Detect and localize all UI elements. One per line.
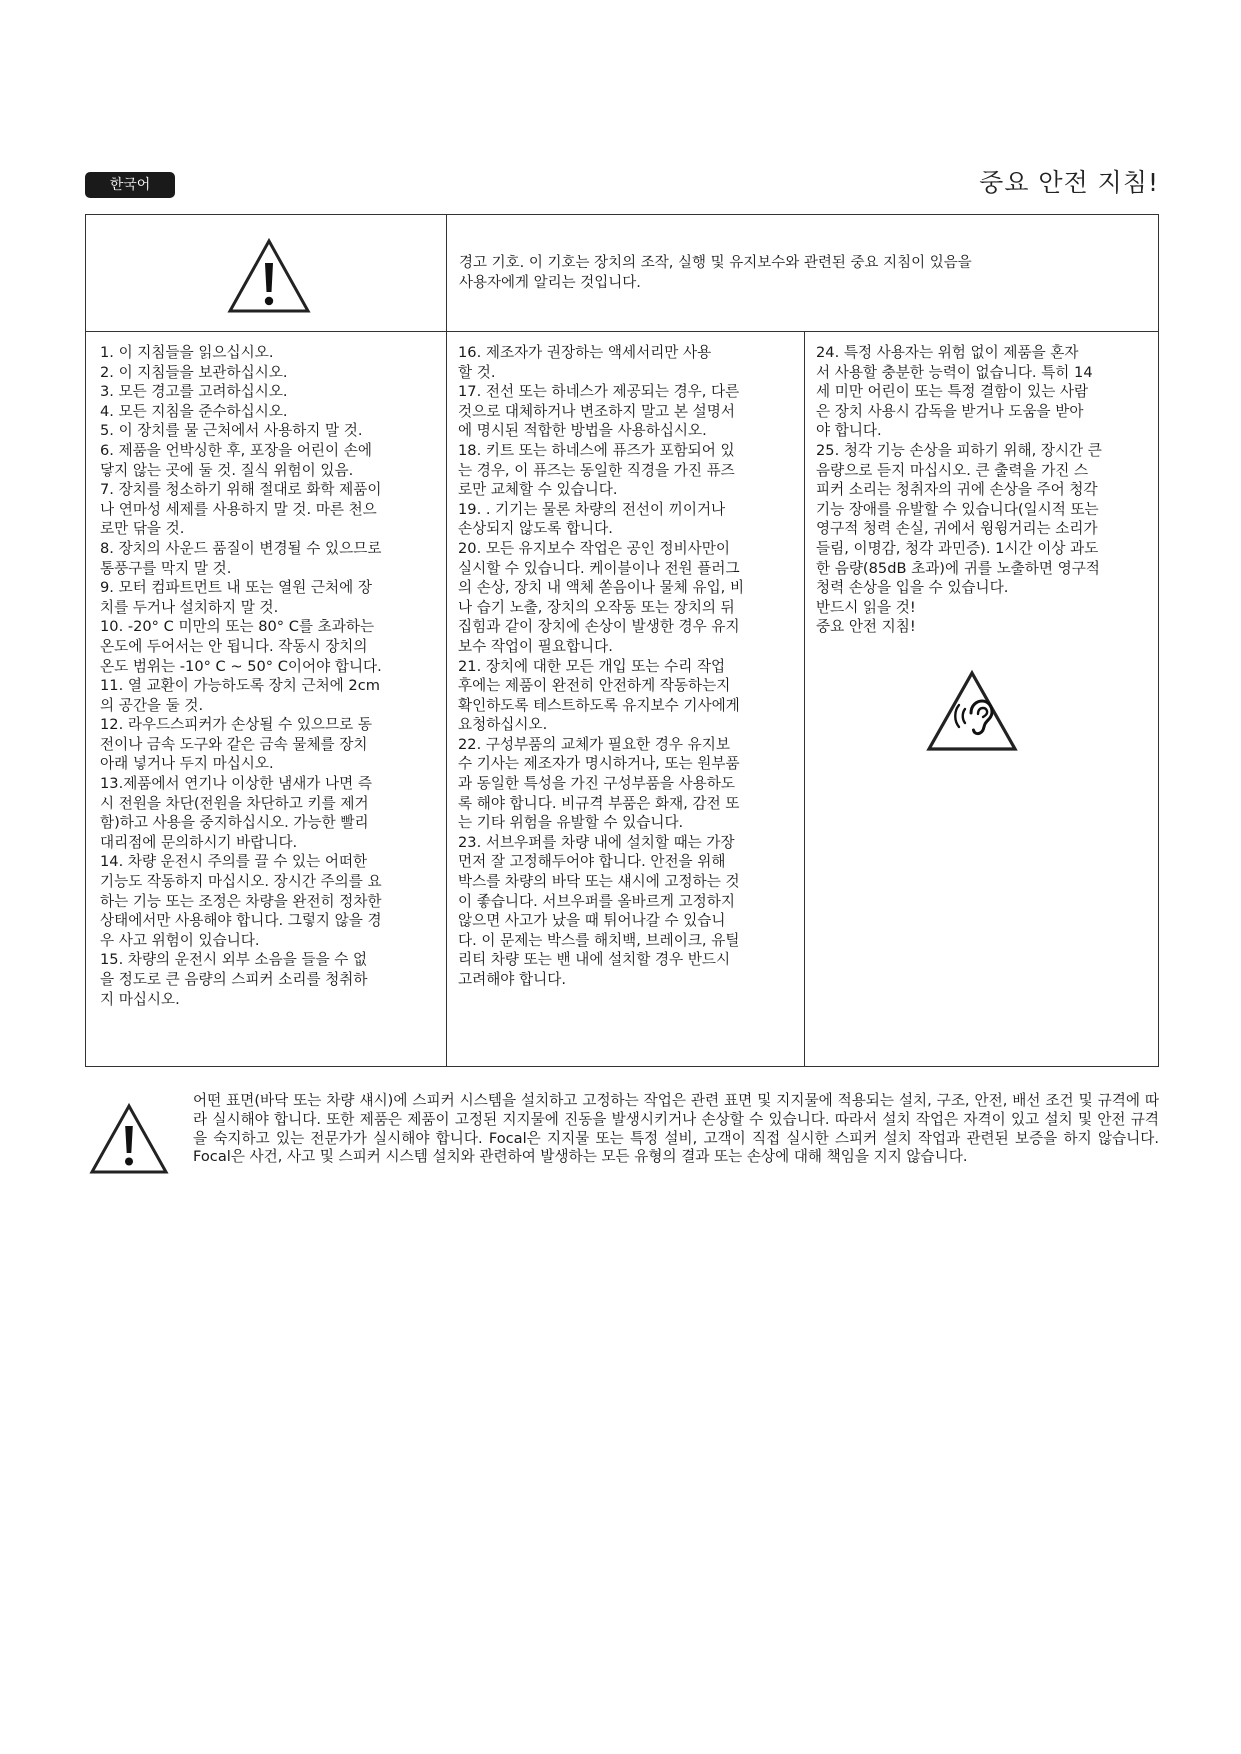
instruction-line: 로만 닦을 것. [100,520,185,538]
instruction-line: 25. 청각 기능 손상을 피하기 위해, 장시간 큰 [816,441,1102,459]
instruction-line: 23. 서브우퍼를 차량 내에 설치할 때는 가장 [458,833,735,851]
instruction-line: 5. 이 장치를 물 근처에서 사용하지 말 것. [100,422,363,440]
instruction-line: 중요 안전 지침! [816,618,916,636]
instruction-line: 8. 장치의 사운드 품질이 변경될 수 있으므로 [100,539,382,557]
instruction-line: 21. 장치에 대한 모든 개입 또는 수리 작업 [458,657,726,675]
instruction-line: 수 기사는 제조자가 명시하거나, 또는 원부품 [458,755,740,773]
instruction-line: 이 좋습니다. 서브우퍼를 올바르게 고정하지 [458,892,735,910]
instruction-line: 보수 작업이 필요합니다. [458,637,613,655]
instruction-line: 고려해야 합니다. [458,971,566,988]
column-divider [446,331,447,1066]
instruction-line: 것으로 대체하거나 변조하지 말고 본 설명서 [458,402,735,420]
instruction-line: 다. 이 문제는 박스를 해치백, 브레이크, 유틸 [458,931,740,949]
instruction-line: 13.제품에서 연기나 이상한 냄새가 나면 즉 [100,775,372,793]
instruction-line: 닿지 않는 곳에 둘 것. 질식 위험이 있음. [100,461,354,479]
warning-symbol-box [85,214,1159,332]
instruction-line: 기능 장애를 유발할 수 있습니다(일시적 또는 [816,500,1099,518]
instruction-line: 9. 모터 컴파트먼트 내 또는 열원 근처에 장 [100,579,372,597]
instruction-line: 할 것. [458,363,496,381]
instruction-line: 실시할 수 있습니다. 케이블이나 전원 플러그 [458,559,740,577]
instruction-line: 는 경우, 이 퓨즈는 동일한 직경을 가진 퓨즈 [458,461,735,479]
instruction-line: 을 정도로 큰 음량의 스피커 소리를 청취하 [100,971,368,988]
box-divider [446,215,447,331]
instruction-line: 치를 두거나 설치하지 말 것. [100,598,279,616]
instruction-line: 않으면 사고가 났을 때 튀어나갈 수 있습니 [458,912,726,930]
instruction-line: 24. 특정 사용자는 위험 없이 제품을 혼자 [816,344,1079,361]
instruction-line: 나 습기 노출, 장치의 오작동 또는 장치의 뒤 [458,598,735,616]
instruction-line: 17. 전선 또는 하네스가 제공되는 경우, 다른 [458,383,740,401]
instruction-line: 1. 이 지침들을 읽으십시오. [100,344,274,361]
instruction-line: 18. 키트 또는 하네스에 퓨즈가 포함되어 있 [458,441,735,459]
instructions-table [85,331,1159,1067]
instruction-line: 전이나 금속 도구와 같은 금속 물체를 장치 [100,735,368,753]
instruction-line: 야 합니다. [816,422,882,440]
instruction-line: 20. 모든 유지보수 작업은 공인 정비사만이 [458,539,730,557]
instruction-line: 에 명시된 적합한 방법을 사용하십시오. [458,422,707,440]
instruction-line: 확인하도록 테스트하도록 유지보수 기사에게 [458,696,740,714]
warning-triangle-icon [88,1102,170,1176]
instructions-column-2 [458,343,790,990]
instruction-line: 시 전원을 차단(전원을 차단하고 키를 제거 [100,794,369,812]
instruction-line: 온도에 두어서는 안 됩니다. 작동시 장치의 [100,637,368,655]
instruction-line: 16. 제조자가 권장하는 액세서리만 사용 [458,344,712,361]
instruction-line: 음량으로 듣지 마십시오. 큰 출력을 가진 스 [816,461,1089,479]
instruction-line: 리티 차량 또는 밴 내에 설치할 경우 반드시 [458,951,731,969]
instruction-line: 후에는 제품이 완전히 안전하게 작동하는지 [458,677,731,695]
instruction-line: 3. 모든 경고를 고려하십시오. [100,383,288,401]
warning-text-line: 사용자에게 알리는 것입니다. [459,275,641,291]
column-divider [804,331,805,1066]
instruction-line: 박스를 차량의 바닥 또는 섀시에 고정하는 것 [458,873,740,891]
instruction-line: 11. 열 교환이 가능하도록 장치 근처에 2cm [100,677,380,695]
instruction-line: 손상되지 않도록 합니다. [458,520,613,538]
instruction-line: 세 미만 어린이 또는 특정 결함이 있는 사람 [816,383,1089,401]
page-title: 중요 안전 지침! [979,168,1159,197]
instruction-line: 영구적 청력 손실, 귀에서 윙윙거리는 소리가 [816,520,1098,538]
instructions-column-3 [816,343,1150,637]
instruction-line: 19. . 기기는 물론 차량의 전선이 끼이거나 [458,500,726,518]
instruction-line: 로만 교체할 수 있습니다. [458,481,618,499]
hearing-warning-icon [925,669,1019,753]
instruction-line: 기능도 작동하지 마십시오. 장시간 주의를 요 [100,873,382,891]
instruction-line: 10. -20° C 미만의 또는 80° C를 초과하는 [100,618,375,636]
instruction-line: 청력 손상을 입을 수 있습니다. [816,579,1009,597]
instruction-line: 의 손상, 장치 내 액체 쏟음이나 물체 유입, 비 [458,579,745,597]
warning-symbol-description [459,253,1099,293]
instruction-line: 들림, 이명감, 청각 과민증). 1시간 이상 과도 [816,539,1099,557]
instruction-line: 상태에서만 사용해야 합니다. 그렇지 않을 경 [100,912,382,930]
installation-disclaimer: 어떤 표면(바닥 또는 차량 섀시)에 스피커 시스템을 설치하고 고정하는 작업은 관련 표면 및 지지물에 적용되는 설치, 구조, 안전, 배선 조건 및 규격에 따라 실시해야 합니다. 또한 제품은 제품이 고정된 지지물에 진동을 발생시키거나 손상할 수 있습니다. 따라서 설치 작업은 자격이 있고 설치 및 안전 규격을 숙지하고 있는 전문가가 실시해야 합니다. Focal은 지지물 또는 특정 설비, 고객이 직접 실시한 스피커 설치 작업과 관련된 보증을 하지 않습니다. Focal은 사건, 사고 및 스피커 시스템 설치와 관련하여 발생하는 모든 유형의 결과 또는 손상에 대해 책임을 지지 않습니다. [193,1092,1159,1166]
instruction-line: 하는 기능 또는 조정은 차량을 완전히 정차한 [100,892,382,910]
instruction-line: 14. 차량 운전시 주의를 끌 수 있는 어떠한 [100,853,368,871]
instruction-line: 대리점에 문의하시기 바랍니다. [100,833,298,851]
instruction-line: 한 음량(85dB 초과)에 귀를 노출하면 영구적 [816,559,1100,577]
instruction-line: 과 동일한 특성을 가진 구성부품을 사용하도 [458,775,735,793]
instruction-line: 집힘과 같이 장치에 손상이 발생한 경우 유지 [458,618,740,636]
instruction-line: 요청하십시오. [458,716,548,734]
instruction-line: 서 사용할 충분한 능력이 없습니다. 특히 14 [816,363,1093,381]
instruction-line: 4. 모든 지침을 준수하십시오. [100,402,288,420]
instruction-line: 6. 제품을 언박싱한 후, 포장을 어린이 손에 [100,441,372,459]
instructions-column-1 [100,343,436,1009]
instruction-line: 통풍구를 막지 말 것. [100,559,232,577]
instruction-line: 우 사고 위험이 있습니다. [100,931,260,949]
instruction-line: 은 장치 사용시 감독을 받거나 도움을 받아 [816,402,1084,420]
instruction-line: 7. 장치를 청소하기 위해 절대로 화학 제품이 [100,481,382,499]
language-badge: 한국어 [85,172,175,198]
instruction-line: 22. 구성부품의 교체가 필요한 경우 유지보 [458,735,730,753]
instruction-line: 지 마십시오. [100,990,180,1008]
instruction-line: 2. 이 지침들을 보관하십시오. [100,363,288,381]
instruction-line: 록 해야 합니다. 비규격 부품은 화재, 감전 또 [458,794,740,812]
warning-triangle-icon [226,237,312,315]
instruction-line: 는 기타 위험을 유발할 수 있습니다. [458,814,684,832]
warning-text-line: 경고 기호. 이 기호는 장치의 조작, 실행 및 유지보수와 관련된 중요 지침이 있음을 [459,255,972,271]
instruction-line: 반드시 읽을 것! [816,598,916,616]
instruction-line: 12. 라우드스피커가 손상될 수 있으므로 동 [100,716,372,734]
instruction-line: 나 연마성 세제를 사용하지 말 것. 마른 천으 [100,500,377,518]
instruction-line: 아래 넣거나 두지 마십시오. [100,755,274,773]
instruction-line: 함)하고 사용을 중지하십시오. 가능한 빨리 [100,814,369,832]
instruction-line: 15. 차량의 운전시 외부 소음을 들을 수 없 [100,951,368,969]
instruction-line: 피커 소리는 청취자의 귀에 손상을 주어 청각 [816,481,1098,499]
instruction-line: 의 공간을 둘 것. [100,696,204,714]
instruction-line: 온도 범위는 -10° C ~ 50° C이어야 합니다. [100,657,382,675]
instruction-line: 먼저 잘 고정해두어야 합니다. 안전을 위해 [458,853,726,871]
